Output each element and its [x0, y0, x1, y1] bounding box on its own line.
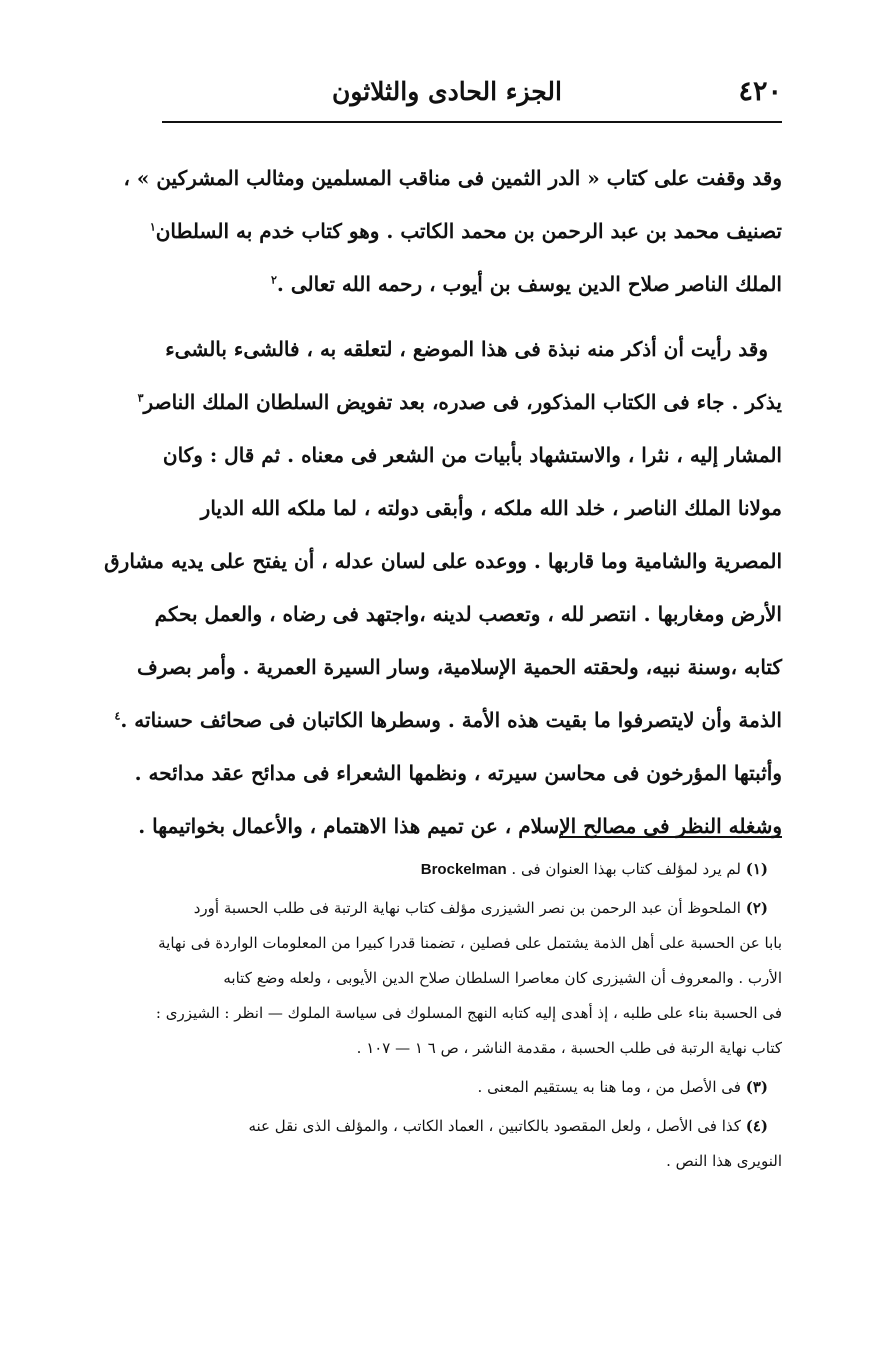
footnote-line: النويرى هذا النص .: [666, 1152, 782, 1170]
paragraph: [104, 323, 782, 853]
footnote-line: الأرب . والمعروف أن الشيزرى كان معاصرا السلطان صلاح الدين الأيوبى ، ولعله وضع كتابه: [223, 969, 782, 987]
footnote-rule: [560, 836, 782, 838]
footnote-number: (٤): [745, 1117, 768, 1135]
footnote-line: [160, 852, 782, 887]
running-head: [162, 72, 782, 112]
footnote-3: [160, 1070, 782, 1105]
running-title: الجزء الحادى والثلاثون: [331, 77, 562, 106]
text-line: المصرية والشامية وما قاربها . ووعده على لسان عدله ، أن يفتح على يديه مشارق: [104, 549, 782, 573]
footnote-mark-inline: ٢: [271, 273, 277, 287]
footnote-number: (٣): [745, 1078, 768, 1096]
footnote-number: (٢): [745, 899, 768, 917]
text-line: تصنيف محمد بن عبد الرحمن بن محمد الكاتب . وهو كتاب خدم به السلطان$^١$: [149, 219, 782, 243]
text-line: الذمة وأن لايتصرفوا ما بقيت هذه الأمة . وسطرها الكاتبان فى صحائف حسناته .$^٤$: [114, 708, 782, 732]
text-line: الملك الناصر صلاح الدين يوسف بن أيوب ، رحمه الله تعالى .$^٢$: [271, 272, 782, 296]
footnote-mark-inline: ١: [149, 220, 156, 234]
text-line: مولانا الملك الناصر ، خلد الله ملكه ، وأبقى دولته ، لما ملكه الله الديار: [200, 496, 782, 520]
text-line: المشار إليه ، نثرا ، والاستشهاد بأبيات من الشعر فى معناه . ثم قال : وكان: [162, 443, 782, 467]
text-line: يذكر . جاء فى الكتاب المذكور، فى صدره، بعد تفويض السلطان الملك الناصر$^٣$: [137, 390, 782, 414]
text-line: وشغله النظر فى مصالح الإسلام ، عن تميم هذا الاهتمام ، والأعمال بخواتيمها .: [138, 814, 782, 838]
footnote-text: الملحوظ أن عبد الرحمن بن نصر الشيزرى مؤلف كتاب نهاية الرتبة فى طلب الحسبة أورد: [193, 899, 741, 917]
footnote-number: (١): [745, 860, 768, 878]
text-line: كتابه ،وسنة نبيه، ولحقته الحمية الإسلامية، وسار السيرة العمرية . وأمر بصرف: [137, 655, 782, 679]
footnote-mark-inline: ٤: [114, 709, 121, 723]
footnote-1: [160, 852, 782, 887]
footnote-line: فى الحسبة بناء على طلبه ، إذ أهدى إليه كتابه النهج المسلوك فى سياسة الملوك — انظر : الشيزرى :: [155, 1004, 782, 1022]
text-line: الأرض ومغاربها . انتصر لله ، وتعصب لدينه ،واجتهد فى رضاه ، والعمل بحكم: [154, 602, 782, 626]
paragraph-gap: [160, 311, 782, 323]
footnote-text: كذا فى الأصل ، ولعل المقصود بالكاتبين ، العماد الكاتب ، والمؤلف الذى نقل عنه: [248, 1117, 741, 1135]
text-line: وأثبتها المؤرخون فى محاسن سيرته ، ونظمها الشعراء فى مدائح عقد مدائحه .: [134, 761, 782, 785]
footnote-text: لم يرد لمؤلف كتاب بهذا العنوان فى .: [511, 860, 741, 878]
text-line: وقد وقفت على كتاب « الدر الثمين فى مناقب المسلمين ومثالب المشركين » ،: [123, 166, 782, 190]
footnote-line: [160, 891, 782, 926]
footnote-mark-inline: ٣: [137, 391, 144, 405]
main-text: [104, 152, 782, 853]
paragraph: [123, 152, 782, 311]
footnote-line: كتاب نهاية الرتبة فى طلب الحسبة ، مقدمة الناشر ، ص ٦ ١ — ١٠٧ .: [356, 1039, 782, 1057]
header-rule: [162, 121, 782, 123]
text-line: وقد رأيت أن أذكر منه نبذة فى هذا الموضع ، لتعلقه به ، فالشىء بالشىء: [165, 337, 768, 361]
page-number: ٤٢٠: [738, 76, 782, 107]
footnote-2: [155, 891, 782, 1066]
footnote-line: بابا عن الحسبة على أهل الذمة يشتمل على فصلين ، تضمنا قدرا كبيرا من المعلومات الواردة فى نهاية: [158, 934, 782, 952]
footnote-line: [160, 1109, 782, 1144]
footnote-line: [160, 1070, 782, 1105]
footnote-text: فى الأصل من ، وما هنا به يستقيم المعنى .: [477, 1078, 741, 1096]
footnotes: [155, 852, 782, 1179]
footnote-4: [160, 1109, 782, 1179]
footnote-latin-reference: Brockelman: [420, 861, 507, 878]
